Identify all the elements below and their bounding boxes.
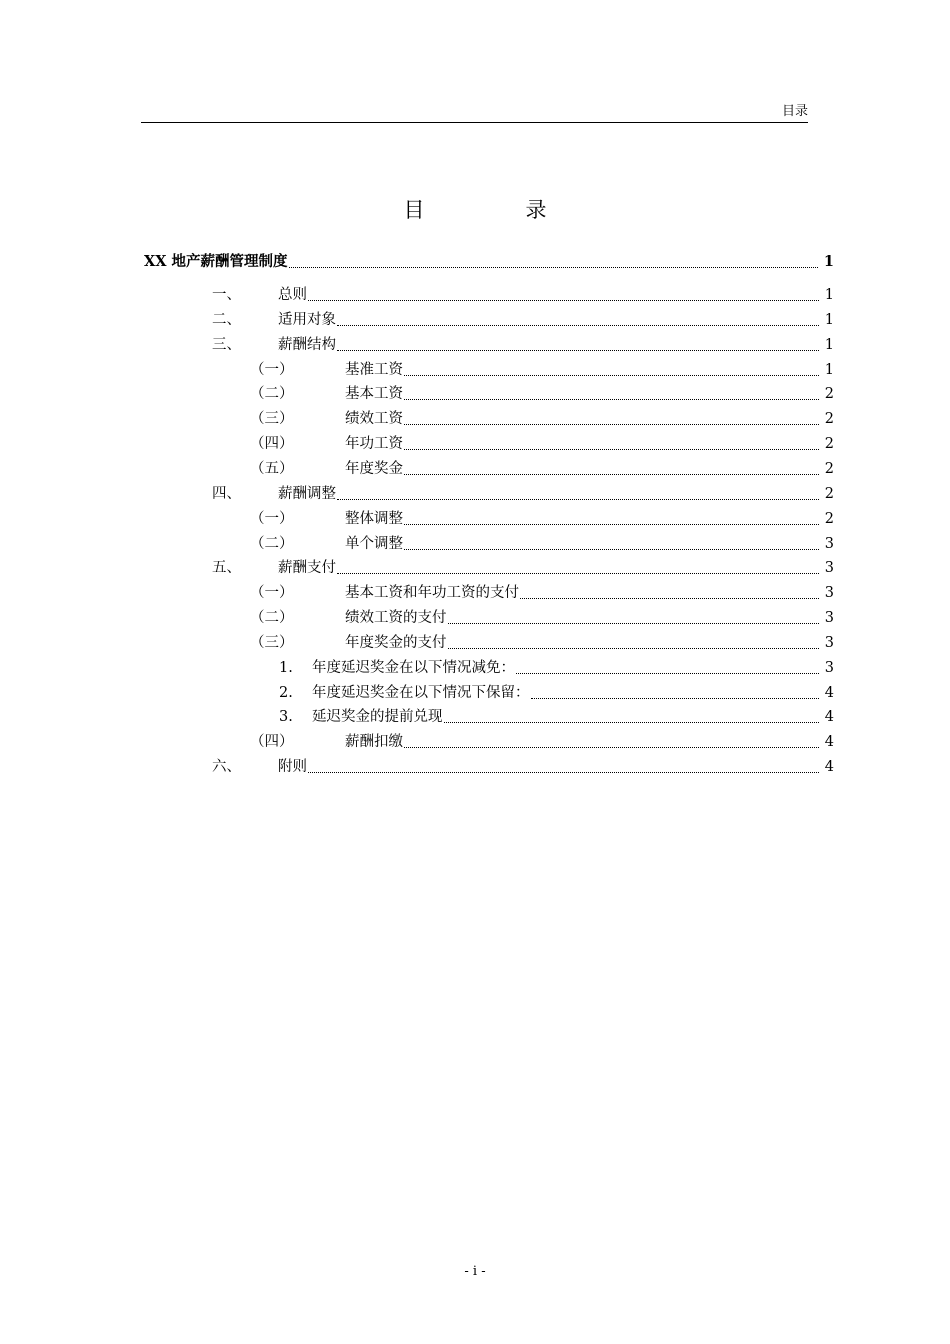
- toc-entry-page: 3: [824, 535, 834, 552]
- toc-entry-title: 附则: [278, 759, 307, 776]
- toc-entry-page: 1: [824, 336, 834, 353]
- toc-entry-page: 4: [824, 684, 834, 701]
- toc-entry-number: （一）: [250, 510, 294, 527]
- toc-dot-leader: [444, 707, 819, 723]
- toc-entry-title: 绩效工资: [345, 411, 403, 428]
- toc-entry-number: 1.: [279, 659, 293, 676]
- toc-entry-title: 薪酬支付: [278, 560, 336, 577]
- toc-entry-page: 4: [824, 709, 834, 726]
- toc-entry-title: 绩效工资的支付: [345, 610, 447, 627]
- toc-dot-leader: [404, 360, 819, 376]
- toc-entry-page: 4: [824, 759, 834, 776]
- toc-entry-title: 薪酬调整: [278, 485, 336, 502]
- toc-entry-number: （一）: [250, 585, 294, 602]
- toc-dot-leader: [337, 335, 819, 351]
- toc-entry[interactable]: [212, 310, 834, 330]
- toc-entry-title: 延迟奖金的提前兑现: [312, 709, 443, 726]
- toc-entry-number: 六、: [212, 759, 241, 776]
- toc-entry-number: （二）: [250, 535, 294, 552]
- toc-entry-number: 2.: [279, 684, 293, 701]
- toc-entry-title: 薪酬扣缴: [345, 734, 403, 751]
- toc-entry-number: 二、: [212, 311, 241, 328]
- toc-entry-title: 年度奖金的支付: [345, 634, 447, 651]
- toc-entry-title: 年度延迟奖金在以下情况减免：: [312, 659, 515, 676]
- toc-entry-page: 1: [824, 311, 834, 328]
- toc-entry-page: 3: [824, 560, 834, 577]
- toc-entry-title: 薪酬结构: [278, 336, 336, 353]
- toc-dot-leader: [404, 384, 819, 400]
- toc-entry-title: 总则: [278, 287, 307, 303]
- toc-entry[interactable]: [250, 509, 834, 529]
- header-text: 目录: [781, 104, 808, 119]
- toc-dot-leader: [308, 757, 819, 773]
- toc-entry-title: 基本工资和年功工资的支付: [345, 585, 519, 602]
- toc-entry-number: （二）: [250, 610, 294, 627]
- toc-dot-leader: [308, 285, 819, 301]
- toc-entry-number: （一）: [250, 361, 294, 378]
- toc-entry[interactable]: [212, 558, 834, 578]
- toc-entry-page: 2: [824, 411, 834, 428]
- toc-entry-number: 一、: [212, 287, 241, 303]
- toc-entry-number: （二）: [250, 386, 294, 403]
- page-header: [141, 104, 808, 123]
- toc-entry-title: 适用对象: [278, 311, 336, 328]
- toc-entry[interactable]: [250, 732, 834, 752]
- toc-entry[interactable]: [250, 608, 834, 628]
- toc-dot-leader: [448, 633, 819, 649]
- toc-entry-title: 年度延迟奖金在以下情况下保留：: [312, 684, 530, 701]
- toc-dot-leader: [337, 558, 819, 574]
- toc-entry-title: 年度奖金: [345, 460, 403, 477]
- toc-entry-number: （三）: [250, 411, 294, 428]
- toc-entry-page: 2: [824, 510, 834, 527]
- toc-entry-page: 2: [824, 485, 834, 502]
- toc-dot-leader: [404, 534, 819, 550]
- toc-entry-page: 3: [824, 659, 834, 676]
- toc-entry[interactable]: [212, 335, 834, 355]
- toc-entry[interactable]: [279, 707, 834, 727]
- toc-dot-leader: [448, 608, 819, 624]
- toc-dot-leader: [404, 509, 819, 525]
- toc-entry[interactable]: [250, 384, 834, 404]
- toc-entry-page: 3: [824, 610, 834, 627]
- toc-entry[interactable]: [250, 409, 834, 429]
- toc-entry[interactable]: [212, 285, 834, 305]
- toc-entry-page: 4: [824, 734, 834, 751]
- toc-entry-title: 单个调整: [345, 535, 403, 552]
- toc-entry-page: 2: [824, 460, 834, 477]
- toc-entry-number: 3.: [279, 709, 293, 726]
- toc-entry-page: 1: [823, 253, 834, 270]
- toc-entry[interactable]: [250, 633, 834, 653]
- toc-entry[interactable]: [279, 658, 834, 678]
- toc-entry[interactable]: [212, 757, 834, 777]
- toc-entry-page: 2: [824, 436, 834, 453]
- toc-entry[interactable]: [250, 434, 834, 454]
- toc-dot-leader: [337, 484, 819, 500]
- toc-entry-title: 基准工资: [345, 361, 403, 378]
- toc-entry-number: （三）: [250, 634, 294, 651]
- toc-entry-number: 五、: [212, 560, 241, 577]
- toc-entry-number: 三、: [212, 336, 241, 353]
- toc-dot-leader: [516, 658, 819, 674]
- toc-entry[interactable]: [250, 360, 834, 380]
- toc-entry-page: 1: [824, 361, 834, 378]
- toc-entry[interactable]: [250, 534, 834, 554]
- toc-dot-leader: [404, 459, 819, 475]
- toc-entry[interactable]: [250, 459, 834, 479]
- toc-entry-number: （四）: [250, 734, 294, 751]
- toc-entry-title: 整体调整: [345, 510, 403, 527]
- toc-entry-title: 基本工资: [345, 386, 403, 403]
- toc-entry[interactable]: [250, 583, 834, 603]
- toc-title: 目 录: [403, 198, 587, 222]
- toc-entry-page: 1: [824, 287, 834, 303]
- toc-entry-title: XX 地产薪酬管理制度: [144, 253, 288, 270]
- toc-entry[interactable]: [144, 252, 834, 272]
- toc-entry-number: 四、: [212, 485, 241, 502]
- toc-dot-leader: [404, 409, 819, 425]
- toc-entry-page: 3: [824, 634, 834, 651]
- toc-dot-leader: [404, 434, 819, 450]
- toc-entry-number: （四）: [250, 436, 294, 453]
- toc-entry[interactable]: [279, 683, 834, 703]
- toc-dot-leader: [337, 310, 819, 326]
- toc-dot-leader: [520, 583, 819, 599]
- toc-entry[interactable]: [212, 484, 834, 504]
- toc-entry-number: （五）: [250, 460, 294, 477]
- toc-entry-page: 3: [824, 585, 834, 602]
- toc-entry-page: 2: [824, 386, 834, 403]
- toc-entry-title: 年功工资: [345, 436, 403, 453]
- toc-dot-leader: [289, 252, 818, 268]
- toc-dot-leader: [404, 732, 819, 748]
- page-number: - i -: [464, 1264, 486, 1279]
- toc-dot-leader: [531, 683, 819, 699]
